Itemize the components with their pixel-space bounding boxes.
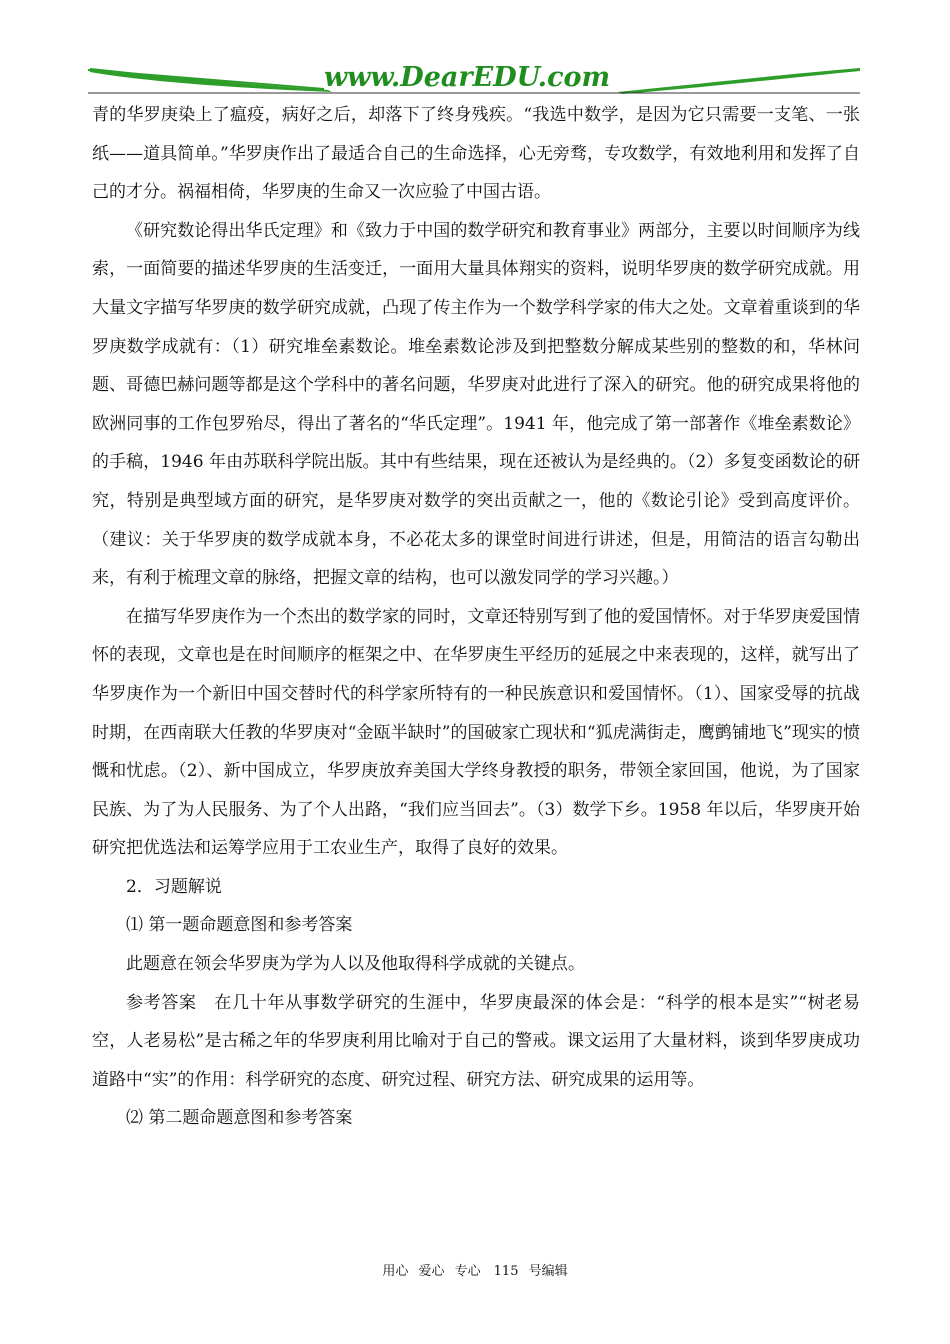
right-swoosh (618, 68, 860, 94)
exercise-1-answer: 参考答案 在几十年从事数学研究的生涯中，华罗庚最深的体会是：“科学的根本是实”“树老易空，人老易松”是古稀之年的华罗庚利用比喻对于自己的警戒。课文运用了大量材料，谈到华罗庚成功道路中“实”的作用：科学研究的态度、研究过程、研究方法、研究成果的运用等。 (92, 992, 860, 1090)
section-heading-exercises: 2．习题解说 (126, 876, 222, 897)
page-footer: 用心 爱心 专心 115 号编辑 (382, 1264, 568, 1279)
paragraph-continuation: 青的华罗庚染上了瘟疫，病好之后，却落下了终身残疾。“我选中数学，是因为它只需要一支笔、一张纸——道具简单。”华罗庚作出了最适合自己的生命选择，心无旁骛，专攻数学，有效地利用和发挥了自己的才分。祸福相倚，华罗庚的生命又一次应验了中国古语。 (92, 105, 860, 203)
page-header (88, 62, 862, 96)
exercise-1-intent: 此题意在领会华罗庚为学为人以及他取得科学成就的关键点。 (126, 954, 585, 975)
exercise-1-heading: ⑴ 第一题命题意图和参考答案 (126, 915, 353, 936)
site-logo-text: www.DearEDU.com (323, 62, 611, 93)
exercise-2-heading: ⑵ 第二题命题意图和参考答案 (126, 1108, 353, 1129)
paragraph-research-achievements: 《研究数论得出华氏定理》和《致力于中国的数学研究和教育事业》两部分，主要以时间顺序为线索，一面简要的描述华罗庚的生活变迁，一面用大量具体翔实的资料，说明华罗庚的数学研究成就。用大量文字描写华罗庚的数学研究成就，凸现了传主作为一个数学科学家的伟大之处。文章着重谈到的华罗庚数学成就有：（1）研究堆垒素数论。堆垒素数论涉及到把整数分解成某些别的整数的和，华林问题、哥德巴赫问题等都是这个学科中的著名问题，华罗庚对此进行了深入的研究。他的研究成果将他的欧洲同事的工作包罗殆尽，得出了著名的“华氏定理”。1941 年，他完成了第一部著作《堆垒素数论》的手稿，1946 年由苏联科学院出版。其中有些结果，现在还被认为是经典的。（2）多复变函数论的研究，特别是典型域方面的研究，是华罗庚对数学的突出贡献之一，他的《数论引论》受到高度评价。（建议：关于华罗庚的数学成就本身，不必花太多的课堂时间进行讲述，但是，用简洁的语言勾勒出来，有利于梳理文章的脉络，把握文章的结构，也可以激发同学的学习兴趣。） (92, 220, 860, 589)
left-swoosh-thin (88, 70, 324, 89)
document-body (92, 96, 860, 1138)
paragraph-patriotism: 在描写华罗庚作为一个杰出的数学家的同时，文章还特别写到了他的爱国情怀。对于华罗庚爱国情怀的表现，文章也是在时间顺序的框架之中、在华罗庚生平经历的延展之中来表现的，这样，就写出了华罗庚作为一个新旧中国交替时代的科学家所特有的一种民族意识和爱国情怀。（1）、国家受辱的抗战时期，在西南联大任教的华罗庚对“金瓯半缺时”的国破家亡现状和“狐虎满街走，鹰鹯铺地飞”现实的愤慨和忧虑。（2）、新中国成立，华罗庚放弃美国大学终身教授的职务，带领全家回国，他说，为了国家民族、为了为人民服务、为了个人出路，“我们应当回去”。（3）数学下乡。1958 年以后，华罗庚开始研究把优选法和运筹学应用于工农业生产，取得了良好的效果。 (92, 606, 860, 859)
